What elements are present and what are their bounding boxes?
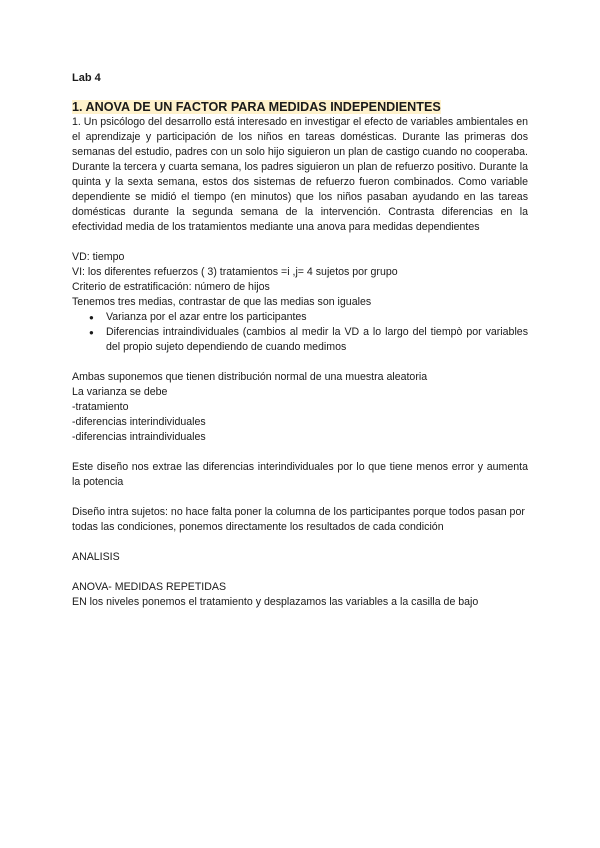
diseno-paragraph: Este diseño nos extrae las diferencias interindividuales por lo que tiene menos error y aumenta la potencia — [72, 461, 528, 488]
section-heading-text: 1. ANOVA DE UN FACTOR PARA MEDIDAS INDEPENDIENTES — [72, 100, 441, 114]
document-page — [72, 71, 528, 610]
list-item: -diferencias intraindividuales — [72, 431, 206, 443]
vi-line: VI: los diferentes refuerzos ( 3) tratamientos =i ,j= 4 sujetos por grupo — [72, 266, 398, 278]
bullet-item: ● Varianza por el azar entre los participantes — [106, 310, 528, 325]
bullet-list — [72, 310, 528, 355]
lab-label: Lab 4 — [72, 72, 101, 84]
vd-line: VD: tiempo — [72, 251, 125, 263]
list-item: -tratamiento — [72, 401, 129, 413]
bullet-item: ● Diferencias intraindividuales (cambios al medir la VD a lo largo del tiempò por variables del propio sujeto dependiendo de cuando medimos — [106, 325, 528, 355]
medias-line: Tenemos tres medias, contrastar de que las medias son iguales — [72, 296, 372, 308]
intra-paragraph: Diseño intra sujetos: no hace falta poner la columna de los participantes porque todos pasan por todas las condiciones, ponemos directamente los resultados de cada condición — [72, 506, 525, 533]
criterio-line: Criterio de estratificación: número de hijos — [72, 281, 270, 293]
list-item: -diferencias interindividuales — [72, 416, 206, 428]
anova-label: ANOVA- MEDIDAS REPETIDAS — [72, 581, 227, 593]
section-heading — [72, 100, 528, 115]
analisis-label: ANALISIS — [72, 551, 120, 563]
normal-line: Ambas suponemos que tienen distribución normal de una muestra aleatoria — [72, 371, 428, 383]
varianza-line: La varianza se debe — [72, 386, 168, 398]
problem-statement: 1. Un psicólogo del desarrollo está interesado en investigar el efecto de variables ambientales en el aprendizaje y participación de los niños en tareas domésticas. Durante las primeras dos semanas del estudio, padres con un solo hijo siguieron un plan de castigo cuando no cooperaba. Durante la tercera y cuarta semana, los padres siguieron un plan de refuerzo positivo. Durante la quinta y la sexta semana, estos dos sistemas de refuerzo fueron combinados. Como variable dependiente se midió el tiempo (en minutos) que los niños pasaban ayudando en las tareas domésticas durante la segunda semana de la intervención. Contrasta diferencias en la efectividad media de los tratamientos mediante una anova para medidas dependientes — [72, 116, 528, 233]
niveles-line: EN los niveles ponemos el tratamiento y desplazamos las variables a la casilla de bajo — [72, 596, 479, 608]
